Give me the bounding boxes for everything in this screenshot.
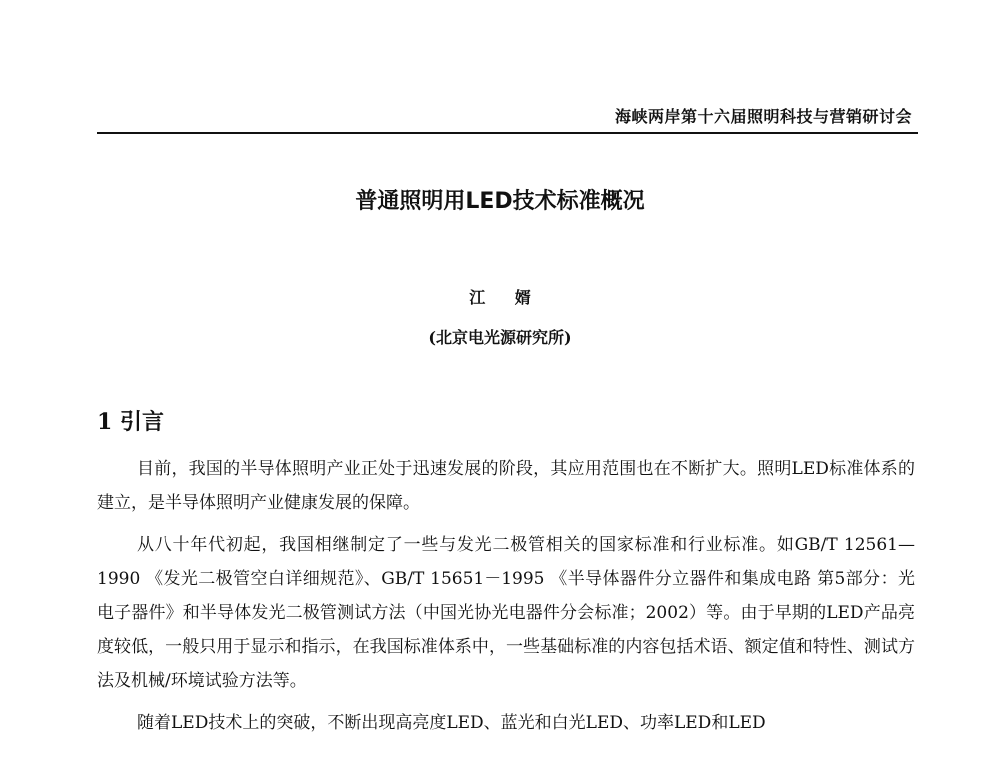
header-rule	[97, 132, 918, 134]
paragraph: 随着LED技术上的突破，不断出现高亮度LED、蓝光和白光LED、功率LED和LED	[137, 713, 766, 733]
paper-title: 普通照明用LED技术标准概况	[355, 189, 645, 214]
author-affiliation: (北京电光源研究所)	[428, 328, 572, 347]
paragraph: 目前，我国的半导体照明产业正处于迅速发展的阶段，其应用范围也在不断扩大。照明LED标准体系的建立，是半导体照明产业健康发展的保障。	[97, 459, 915, 513]
running-header: 海峡两岸第十六届照明科技与营销研讨会	[614, 107, 912, 126]
section-heading: 1 引言	[97, 409, 164, 435]
body-text	[97, 452, 915, 748]
author-name: 江 婿	[469, 288, 543, 307]
paragraph: 从八十年代初起，我国相继制定了一些与发光二极管相关的国家标准和行业标准。如GB/T 12561—1990 《发光二极管空白详细规范》、GB/T 15651－1995 《半导体器件分立器件和集成电路 第5部分：光电子器件》和半导体发光二极管测试方法（中国光协光电器件分会标准；2002）等。由于早期的LED产品亮度较低，一般只用于显示和指示，在我国标准体系中，一些基础标准的内容包括术语、额定值和特性、测试方法及机械/环境试验方法等。	[97, 535, 915, 691]
